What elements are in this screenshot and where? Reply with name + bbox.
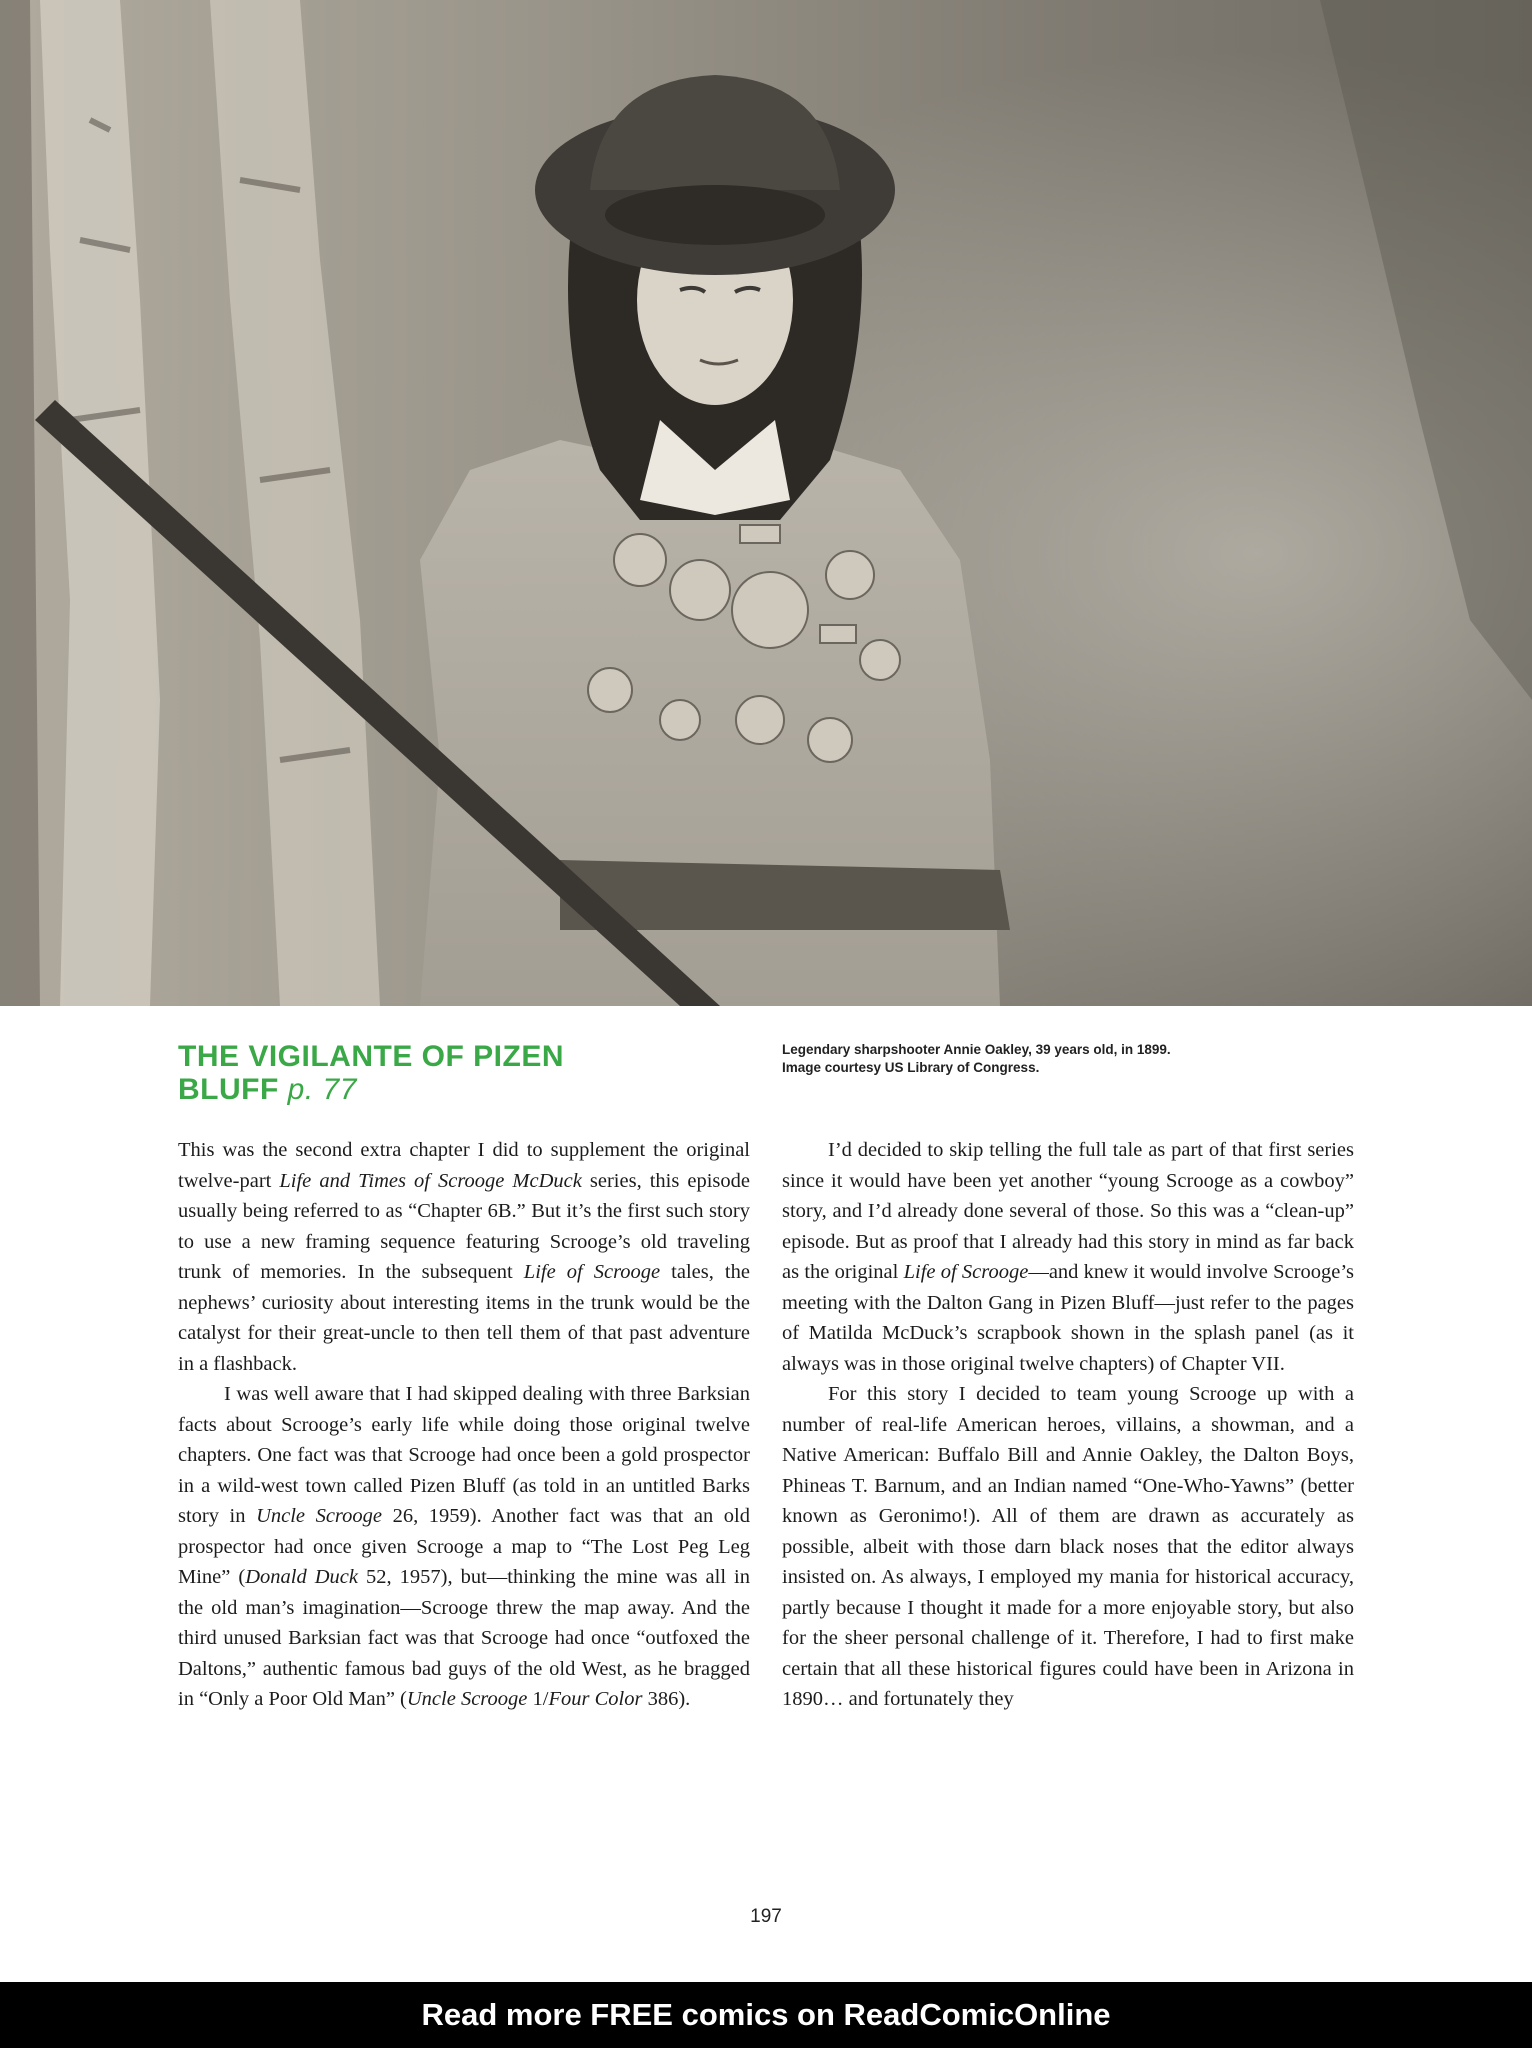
text-run: 26, 1959). Another fact was that an old prospector had once given Scrooge a map to “The Lost Peg Leg Mine” (	[178, 1505, 750, 1588]
paragraph: For this story I decided to team young Scrooge up with a number of real-life American heroes, villains, a showman, and a Native American: Buffalo Bill and Annie Oakley, the Dalton Boys, Phineas T. Barnum, and an Indian named “One-Who-Yawns” (better known as Geronimo!). All of them are drawn as accurately as possible, albeit with those darn black noses that the editor always insisted on. As always, I employed my mania for historical accuracy, partly because I thought it made for a more enjoyable story, but also for the sheer personal challenge of it. Therefore, I had to first make certain that all these historical figures could have been in Arizona in 1890… and fortunately they	[782, 1383, 1354, 1710]
section-heading	[178, 1040, 638, 1106]
text-run: tales, the nephews’ curiosity about interesting items in the trunk would be the catalyst for their great-uncle to then tell them of that past adventure in a flashback.	[178, 1261, 750, 1375]
heading-page-ref: p. 77	[287, 1073, 357, 1106]
text-run: 1/	[527, 1688, 549, 1710]
text-run: I’d decided to skip telling the full tale as part of that first series since it would have been yet another “young Scrooge as a cowboy” story, and I’d already done several of those. So this was a “clean-up” episode. But as proof that I already had this story in mind as far back as the original	[782, 1139, 1354, 1283]
page-number: 197	[750, 1906, 782, 1927]
text-run: 52, 1957), but—thinking the mine was all in the old man’s imagination—Scrooge threw the map away. And the third unused Barksian fact was that Scrooge had once “outfoxed the Daltons,” authentic famous bad guys of the old West, as he bragged in “Only a Poor Old Man” (	[178, 1566, 750, 1710]
text-run: This was the second extra chapter I did to supplement the original twelve-part	[178, 1139, 750, 1192]
heading-title: THE VIGILANTE OF PIZEN BLUFF	[178, 1040, 565, 1106]
italic-title: Life and Times of Scrooge McDuck	[279, 1169, 582, 1192]
italic-title: Uncle Scrooge	[256, 1505, 383, 1527]
italic-title: Four Color	[548, 1688, 643, 1710]
text-run: series, this episode usually being referred to as “Chapter 6B.” But it’s the first such story to use a new framing sequence featuring Scrooge’s old traveling trunk of memories. In the subsequent	[178, 1169, 751, 1283]
photo-caption	[782, 1041, 1342, 1077]
italic-title: Life of Scrooge	[903, 1261, 1029, 1283]
caption-line: Image courtesy US Library of Congress.	[782, 1060, 1040, 1075]
italic-title: Life of Scrooge	[523, 1261, 661, 1283]
caption-line: Legendary sharpshooter Annie Oakley, 39 years old, in 1899.	[782, 1042, 1171, 1057]
left-column	[178, 1135, 750, 1715]
text-run: 386).	[642, 1688, 691, 1710]
right-column	[782, 1135, 1354, 1715]
paragraph	[178, 1135, 750, 1379]
italic-title: Donald Duck	[245, 1566, 358, 1588]
italic-title: Uncle Scrooge	[406, 1688, 528, 1710]
text-run: I was well aware that I had skipped dealing with three Barksian facts about Scrooge’s early life while doing those original twelve chapters. One fact was that Scrooge had once been a gold prospector in a wild-west town called Pizen Bluff (as told in an untitled Barks story in	[178, 1383, 750, 1527]
text-run: —and knew it would involve Scrooge’s meeting with the Dalton Gang in Pizen Bluff—just refer to the pages of Matilda McDuck’s scrapbook shown in the splash panel (as it always was in those original twelve chapters) of Chapter VII.	[782, 1261, 1354, 1375]
paragraph	[178, 1379, 750, 1715]
portrait-photo	[0, 0, 1532, 1006]
paragraph	[782, 1135, 1354, 1379]
promo-banner[interactable]: Read more FREE comics on ReadComicOnline	[0, 1982, 1532, 2048]
portrait-illustration	[0, 0, 1532, 1006]
